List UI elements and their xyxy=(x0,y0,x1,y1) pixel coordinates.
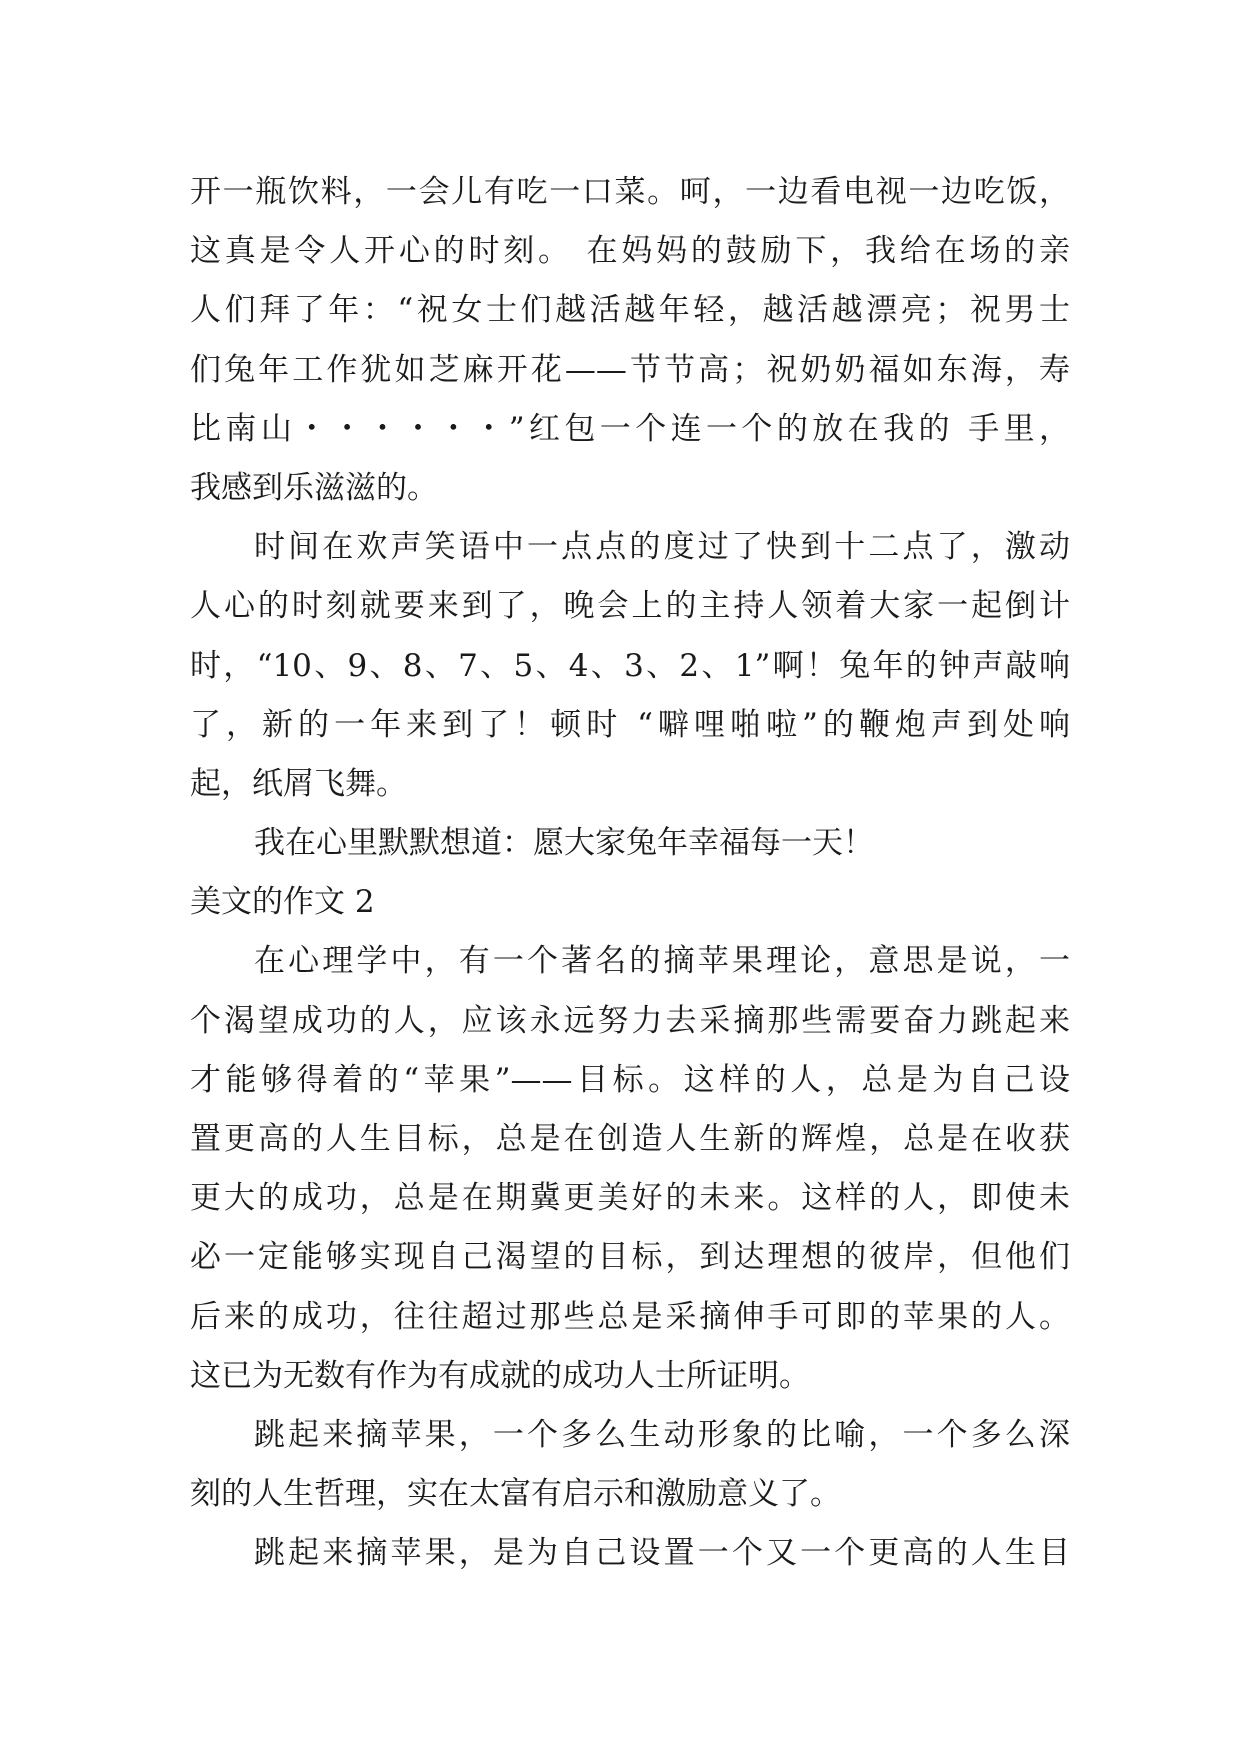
text-line: 置更高的人生目标，总是在创造人生新的辉煌，总是在收获 xyxy=(190,1121,1070,1157)
text-line: 才能够得着的“苹果”——目标。这样的人，总是为自己设 xyxy=(190,1061,1070,1098)
text-line: 时，“10、9、8、7、5、4、3、2、1”啊！兔年的钟声敲响 xyxy=(190,647,1070,684)
text-line: 开一瓶饮料，一会儿有吃一口菜。呵，一边看电视一边吃饭， xyxy=(190,174,1070,210)
text-line: 这已为无数有作为有成就的成功人士所证明。 xyxy=(190,1357,810,1394)
text-line: 个渴望成功的人，应该永远努力去采摘那些需要奋力跳起来 xyxy=(190,1002,1070,1039)
text-line: 们兔年工作犹如芝麻开花——节节高；祝奶奶福如东海，寿 xyxy=(190,351,1070,388)
text-line: 了，新的一年来到了！顿时 “噼哩啪啦”的鞭炮声到处响 xyxy=(190,706,1070,743)
text-line: 必一定能够实现自己渴望的目标，到达理想的彼岸，但他们 xyxy=(190,1239,1070,1276)
text-line: 更大的成功，总是在期冀更美好的未来。这样的人，即使未 xyxy=(190,1180,1070,1217)
text-line: 起，纸屑飞舞。 xyxy=(190,765,407,802)
text-line: 时间在欢声笑语中一点点的度过了快到十二点了，激动 xyxy=(254,529,1070,566)
text-line: 我感到乐滋滋的。 xyxy=(190,469,438,506)
text-line: 后来的成功，往往超过那些总是采摘伸手可即的苹果的人。 xyxy=(190,1298,1070,1335)
section-heading: 美文的作文 2 xyxy=(190,884,375,921)
text-line: 人心的时刻就要来到了，晚会上的主持人领着大家一起倒计 xyxy=(190,588,1070,625)
document-body xyxy=(190,163,1070,1584)
text-line: 在心理学中，有一个著名的摘苹果理论，意思是说，一 xyxy=(254,943,1070,980)
text-line: 人们拜了年：“祝女士们越活越年轻，越活越漂亮；祝男士 xyxy=(190,292,1070,329)
text-line: 比南山・・・・・・”红包一个连一个的放在我的 手里， xyxy=(190,410,1070,447)
text-line: 跳起来摘苹果，一个多么生动形象的比喻，一个多么深 xyxy=(254,1416,1070,1453)
text-line: 刻的人生哲理，实在太富有启示和激励意义了。 xyxy=(190,1476,841,1513)
text-line: 这真是令人开心的时刻。 在妈妈的鼓励下，我给在场的亲 xyxy=(190,233,1070,270)
text-line: 我在心里默默想道：愿大家兔年幸福每一天！ xyxy=(254,825,874,862)
text-line: 跳起来摘苹果，是为自己设置一个又一个更高的人生目 xyxy=(254,1535,1070,1572)
